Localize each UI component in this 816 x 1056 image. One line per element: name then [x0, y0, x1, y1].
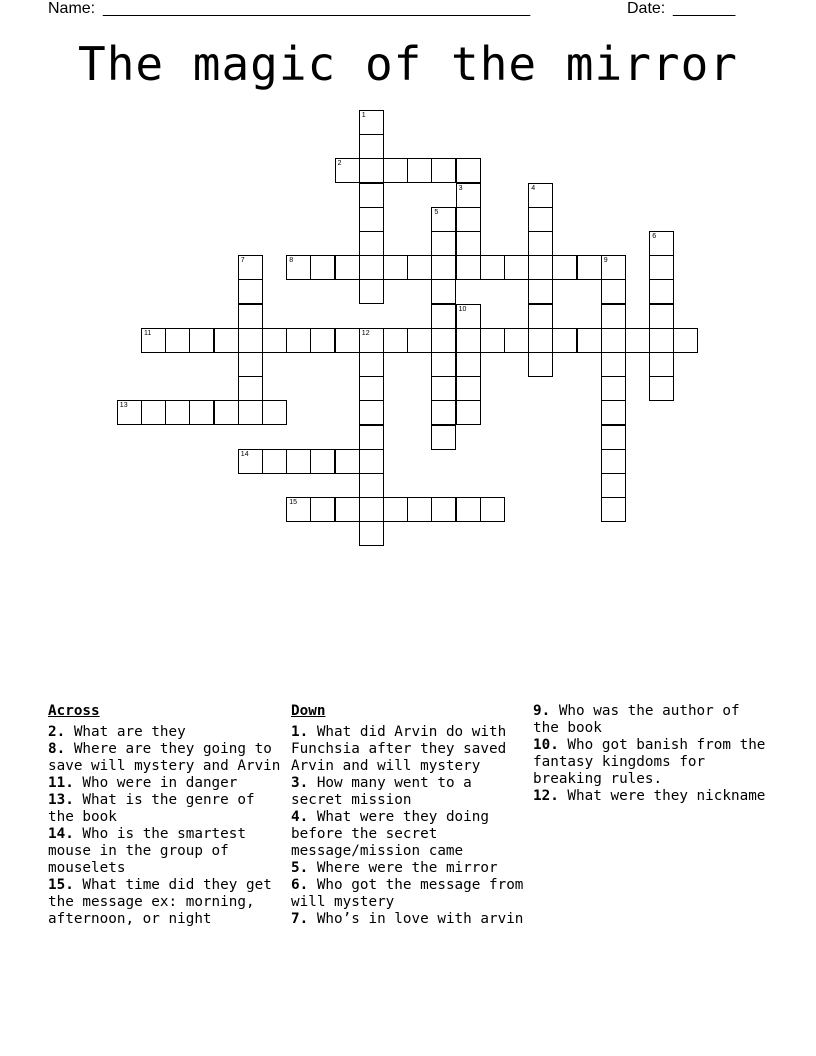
clue-number-label: 13.: [48, 792, 74, 808]
across-clues-column: [48, 703, 288, 928]
grid-cell[interactable]: [649, 328, 674, 353]
grid-cell[interactable]: [528, 255, 553, 280]
grid-cell[interactable]: [601, 497, 626, 522]
clue-text: What did Arvin do with Funchsia after they saved Arvin and will mystery: [291, 724, 507, 774]
grid-cell[interactable]: [480, 328, 505, 353]
grid-cell[interactable]: [601, 255, 626, 280]
grid-cell[interactable]: [238, 449, 263, 474]
grid-cell[interactable]: [310, 255, 335, 280]
grid-cell[interactable]: [431, 400, 456, 425]
clue-item: [533, 737, 773, 788]
grid-cell[interactable]: [673, 328, 698, 353]
grid-cell[interactable]: [528, 328, 553, 353]
down-clue-list: [291, 724, 531, 928]
clue-number: 8: [289, 257, 294, 265]
grid-cell[interactable]: [335, 497, 360, 522]
clue-number-label: 10.: [533, 737, 559, 753]
clue-number: 15: [289, 499, 297, 507]
grid-cell[interactable]: [431, 255, 456, 280]
clue-number-label: 2.: [48, 724, 66, 740]
grid-cell[interactable]: [359, 207, 384, 232]
grid-cell[interactable]: [165, 328, 190, 353]
grid-cell[interactable]: [577, 328, 602, 353]
clue-text: Who’s in love with arvin: [308, 911, 524, 927]
clue-number: 13: [119, 402, 128, 410]
grid-cell[interactable]: [262, 449, 287, 474]
grid-cell[interactable]: [359, 497, 384, 522]
clue-item: [291, 911, 531, 928]
grid-cell[interactable]: [431, 497, 456, 522]
grid-cell[interactable]: [383, 255, 408, 280]
grid-cell[interactable]: [141, 400, 166, 425]
grid-cell[interactable]: [359, 110, 384, 135]
grid-cell[interactable]: [407, 328, 432, 353]
clue-number: 10: [458, 305, 467, 313]
down-heading: Down: [291, 703, 326, 719]
grid-cell[interactable]: [238, 304, 263, 329]
grid-cell[interactable]: [456, 158, 481, 183]
down-clues-continued-column: [533, 703, 773, 805]
clue-item: [48, 792, 288, 826]
clue-text: Who got the message from will mystery: [291, 877, 524, 910]
clue-item: [291, 877, 531, 911]
grid-cell[interactable]: [528, 304, 553, 329]
grid-cell[interactable]: [456, 328, 481, 353]
clue-number-label: 11.: [48, 775, 74, 791]
grid-cell[interactable]: [359, 425, 384, 450]
clue-item: [48, 775, 288, 792]
clue-number-label: 14.: [48, 826, 74, 842]
clue-text: How many went to a secret mission: [291, 775, 472, 808]
clue-text: What is the genre of the book: [48, 792, 255, 825]
grid-cell[interactable]: [359, 449, 384, 474]
grid-cell[interactable]: [528, 207, 553, 232]
grid-cell[interactable]: [262, 328, 287, 353]
grid-cell[interactable]: [601, 304, 626, 329]
grid-cell[interactable]: [456, 376, 481, 401]
clue-item: [48, 877, 288, 928]
clue-number: 12: [361, 329, 370, 337]
grid-cell[interactable]: [601, 449, 626, 474]
clue-number-label: 7.: [291, 911, 309, 927]
grid-cell[interactable]: [383, 328, 408, 353]
clue-item: [48, 724, 288, 741]
grid-cell[interactable]: [577, 255, 602, 280]
clue-number-label: 5.: [291, 860, 309, 876]
grid-cell[interactable]: [601, 279, 626, 304]
grid-cell[interactable]: [238, 279, 263, 304]
grid-cell[interactable]: [431, 352, 456, 377]
grid-cell[interactable]: [238, 255, 263, 280]
grid-cell[interactable]: [335, 449, 360, 474]
clue-item: [533, 703, 773, 737]
grid-cell[interactable]: [359, 158, 384, 183]
clue-number: 3: [458, 184, 463, 192]
grid-cell[interactable]: [165, 400, 190, 425]
clue-item: [291, 809, 531, 860]
grid-cell[interactable]: [286, 328, 311, 353]
grid-cell[interactable]: [238, 400, 263, 425]
grid-cell[interactable]: [456, 231, 481, 256]
across-clue-list: [48, 724, 288, 928]
clue-number: 9: [603, 257, 608, 265]
grid-cell[interactable]: [431, 207, 456, 232]
grid-cell[interactable]: [359, 279, 384, 304]
clue-number: 2: [337, 160, 342, 168]
grid-cell[interactable]: [359, 473, 384, 498]
clue-number-label: 1.: [291, 724, 309, 740]
grid-cell[interactable]: [456, 400, 481, 425]
date-field-line[interactable]: _______: [673, 0, 736, 17]
clue-text: Who is the smartest mouse in the group of mouselets: [48, 826, 246, 876]
grid-cell[interactable]: [359, 376, 384, 401]
grid-cell[interactable]: [431, 304, 456, 329]
grid-cell[interactable]: [431, 376, 456, 401]
clue-text: What were they nickname: [558, 788, 766, 804]
clue-item: [533, 788, 773, 805]
clue-number: 5: [434, 208, 439, 216]
grid-cell[interactable]: [601, 328, 626, 353]
grid-cell[interactable]: [310, 497, 335, 522]
clue-item: [291, 724, 531, 775]
grid-cell[interactable]: [310, 328, 335, 353]
clue-text: What are they: [65, 724, 186, 740]
grid-cell[interactable]: [238, 328, 263, 353]
grid-cell[interactable]: [335, 255, 360, 280]
clue-number-label: 6.: [291, 877, 309, 893]
grid-cell[interactable]: [480, 255, 505, 280]
clue-number-label: 15.: [48, 877, 74, 893]
grid-cell[interactable]: [286, 497, 311, 522]
grid-cell[interactable]: [456, 183, 481, 208]
grid-cell[interactable]: [456, 255, 481, 280]
clue-text: What time did they get the message ex: morning, afternoon, or night: [48, 877, 272, 927]
grid-cell[interactable]: [456, 304, 481, 329]
grid-cell[interactable]: [552, 255, 577, 280]
grid-cell[interactable]: [407, 158, 432, 183]
grid-cell[interactable]: [601, 425, 626, 450]
grid-cell[interactable]: [189, 328, 214, 353]
grid-cell[interactable]: [504, 328, 529, 353]
grid-cell[interactable]: [383, 497, 408, 522]
grid-cell[interactable]: [359, 328, 384, 353]
grid-cell[interactable]: [286, 255, 311, 280]
clue-text: Who got banish from the fantasy kingdoms for breaking rules.: [533, 737, 766, 787]
clue-number: 11: [144, 329, 152, 337]
grid-cell[interactable]: [649, 279, 674, 304]
name-label: Name:: [48, 0, 96, 17]
grid-cell[interactable]: [456, 352, 481, 377]
grid-cell[interactable]: [431, 279, 456, 304]
clue-item: [291, 860, 531, 877]
down-clue-list-continued: [533, 703, 773, 805]
grid-cell[interactable]: [359, 255, 384, 280]
grid-cell[interactable]: [649, 255, 674, 280]
clue-number: 4: [531, 184, 536, 192]
clue-item: [48, 741, 288, 775]
grid-cell[interactable]: [335, 328, 360, 353]
grid-cell[interactable]: [310, 449, 335, 474]
clue-number: 1: [361, 112, 366, 119]
grid-cell[interactable]: [601, 400, 626, 425]
clue-number-label: 12.: [533, 788, 559, 804]
clue-text: Who were in danger: [73, 775, 238, 791]
down-clues-column: [291, 703, 531, 928]
across-heading: Across: [48, 703, 100, 719]
grid-cell[interactable]: [214, 400, 239, 425]
grid-cell[interactable]: [359, 231, 384, 256]
grid-cell[interactable]: [286, 449, 311, 474]
page-title: The magic of the mirror: [78, 37, 738, 91]
grid-cell[interactable]: [528, 279, 553, 304]
grid-cell[interactable]: [359, 352, 384, 377]
grid-cell[interactable]: [649, 231, 674, 256]
grid-cell[interactable]: [431, 328, 456, 353]
grid-cell[interactable]: [601, 352, 626, 377]
clue-text: Where were the mirror: [308, 860, 498, 876]
grid-cell[interactable]: [649, 304, 674, 329]
grid-cell[interactable]: [238, 352, 263, 377]
clue-item: [48, 826, 288, 877]
grid-cell[interactable]: [141, 328, 166, 353]
grid-cell[interactable]: [407, 497, 432, 522]
grid-cell[interactable]: [359, 134, 384, 159]
grid-cell[interactable]: [528, 183, 553, 208]
clue-text: What were they doing before the secret message/mission came: [291, 809, 489, 859]
clue-number: 14: [240, 450, 249, 458]
grid-cell[interactable]: [649, 352, 674, 377]
clue-number: 6: [652, 233, 657, 240]
grid-cell[interactable]: [262, 400, 287, 425]
grid-cell[interactable]: [601, 473, 626, 498]
date-label: Date:: [627, 0, 666, 17]
clue-number-label: 3.: [291, 775, 309, 791]
clue-number-label: 8.: [48, 741, 66, 757]
grid-cell[interactable]: [117, 400, 142, 425]
grid-cell[interactable]: [431, 158, 456, 183]
clue-text: Where are they going to save will mystery and Arvin: [48, 741, 281, 774]
clue-text: Who was the author of the book: [533, 703, 740, 736]
grid-cell[interactable]: [649, 376, 674, 401]
grid-cell[interactable]: [431, 425, 456, 450]
grid-cell[interactable]: [214, 328, 239, 353]
grid-cell[interactable]: [601, 376, 626, 401]
clue-number-label: 9.: [533, 703, 551, 719]
grid-cell[interactable]: [552, 328, 577, 353]
grid-cell[interactable]: [528, 231, 553, 256]
grid-cell[interactable]: [625, 328, 650, 353]
grid-cell[interactable]: [383, 158, 408, 183]
grid-cell[interactable]: [359, 400, 384, 425]
grid-cell[interactable]: [359, 521, 384, 546]
grid-cell[interactable]: [504, 255, 529, 280]
grid-cell[interactable]: [456, 497, 481, 522]
grid-cell[interactable]: [528, 352, 553, 377]
clue-number-label: 4.: [291, 809, 309, 825]
clue-number: 7: [240, 257, 245, 265]
grid-cell[interactable]: [238, 376, 263, 401]
grid-cell[interactable]: [359, 183, 384, 208]
grid-cell[interactable]: [456, 207, 481, 232]
grid-cell[interactable]: [480, 497, 505, 522]
grid-cell[interactable]: [407, 255, 432, 280]
grid-cell[interactable]: [189, 400, 214, 425]
name-field-line[interactable]: ________________________________________________: [103, 0, 531, 17]
grid-cell[interactable]: [431, 231, 456, 256]
grid-cell[interactable]: [335, 158, 360, 183]
clue-item: [291, 775, 531, 809]
